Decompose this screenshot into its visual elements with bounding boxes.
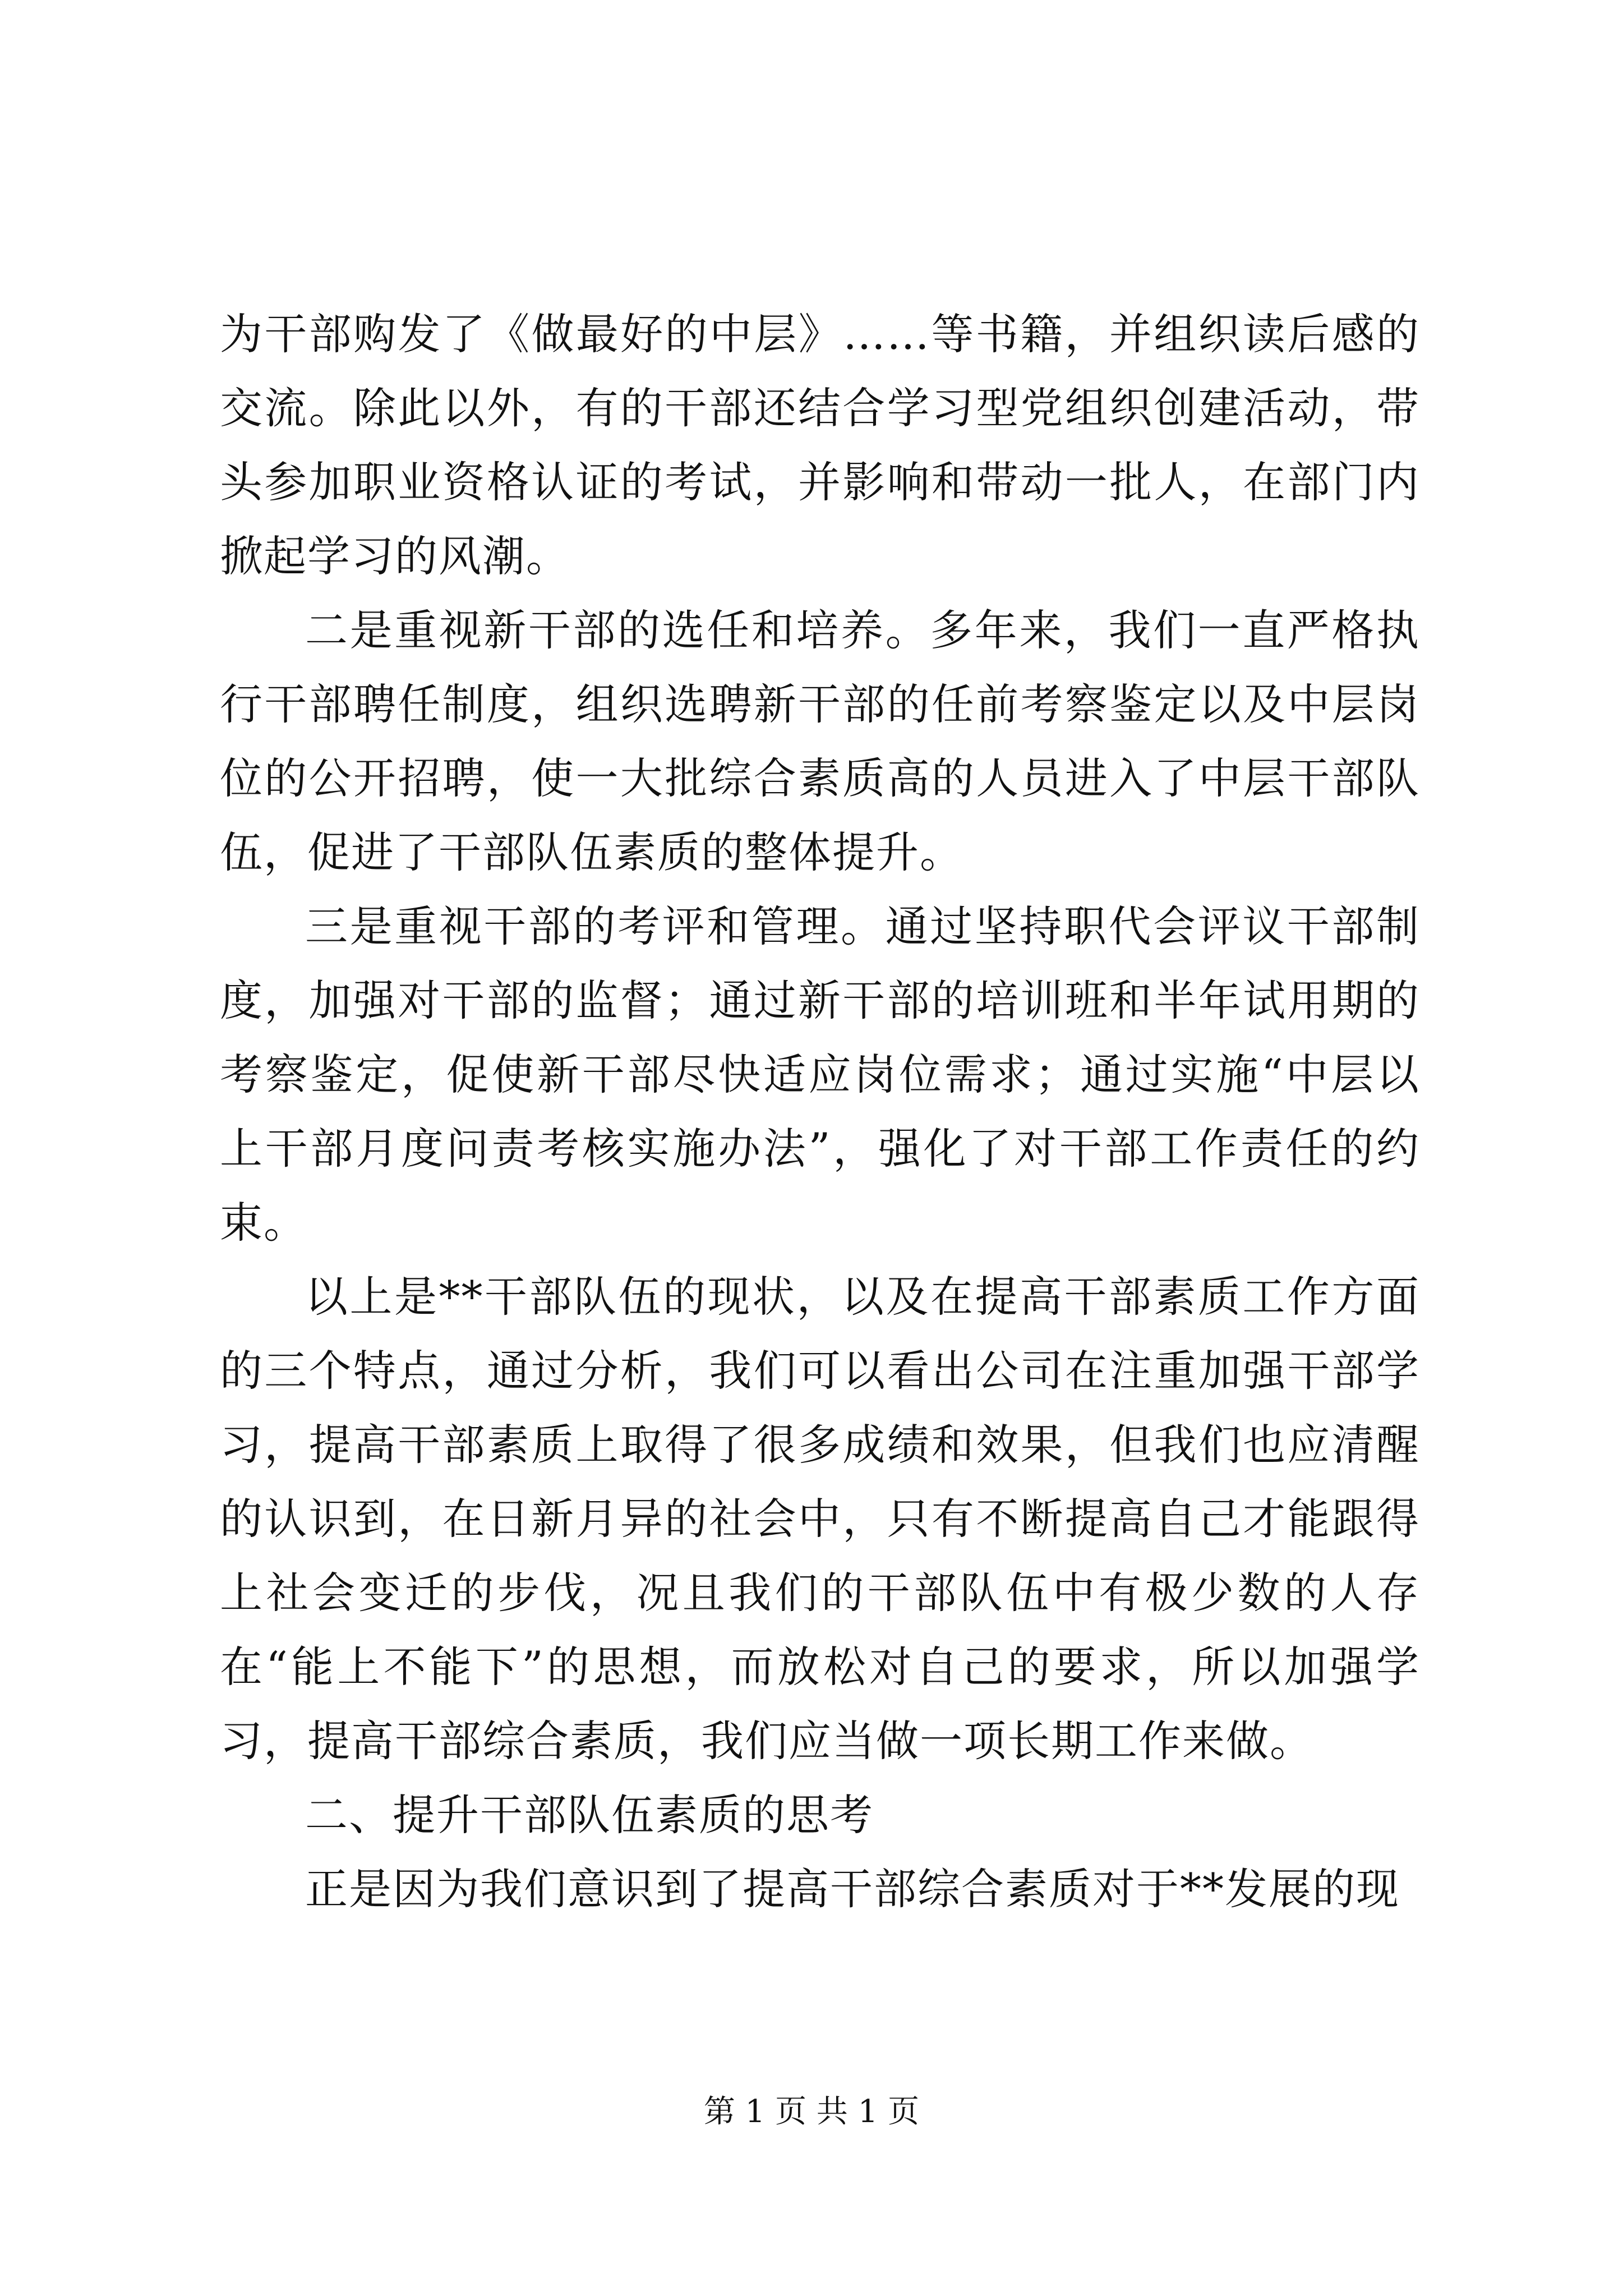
paragraph-item-two: 二是重视新干部的选任和培养。多年来，我们一直严格执行干部聘任制度，组织选聘新干部的任前考察鉴定以及中层岗位的公开招聘，使一大批综合素质高的人员进入了中层干部队伍，促进了干部队伍素质的整体提升。 [220,605,1420,877]
paragraph-summary: 以上是**干部队伍的现状，以及在提高干部素质工作方面的三个特点，通过分析，我们可以看出公司在注重加强干部学习，提高干部素质上取得了很多成绩和效果，但我们也应清醒的认识到，在日新月异的社会中，只有不断提高自己才能跟得上社会变迁的步伐，况且我们的干部队伍中有极少数的人存在“能上不能下”的思想，而放松对自己的要求，所以加强学习，提高干部综合素质，我们应当做一项长期工作来做。 [220,1272,1420,1766]
paragraph-item-three: 三是重视干部的考评和管理。通过坚持职代会评议干部制度，加强对干部的监督；通过新干部的培训班和半年试用期的考察鉴定，促使新干部尽快适应岗位需求；通过实施“中层以上干部月度问责考核实施办法”，强化了对干部工作责任的约束。 [220,901,1420,1248]
paragraph-intro: 正是因为我们意识到了提高干部综合素质对于**发展的现 [305,1864,1400,1914]
section-heading: 二、提升干部队伍素质的思考 [305,1790,874,1840]
paragraph-continuation: 为干部购发了《做最好的中层》……等书籍，并组织读后感的交流。除此以外，有的干部还结合学习型党组织创建活动，带头参加职业资格认证的考试，并影响和带动一批人，在部门内掀起学习的风潮。 [220,309,1420,581]
document-body [220,297,1420,1926]
page-footer: 第 1 页 共 1 页 [703,2093,920,2130]
